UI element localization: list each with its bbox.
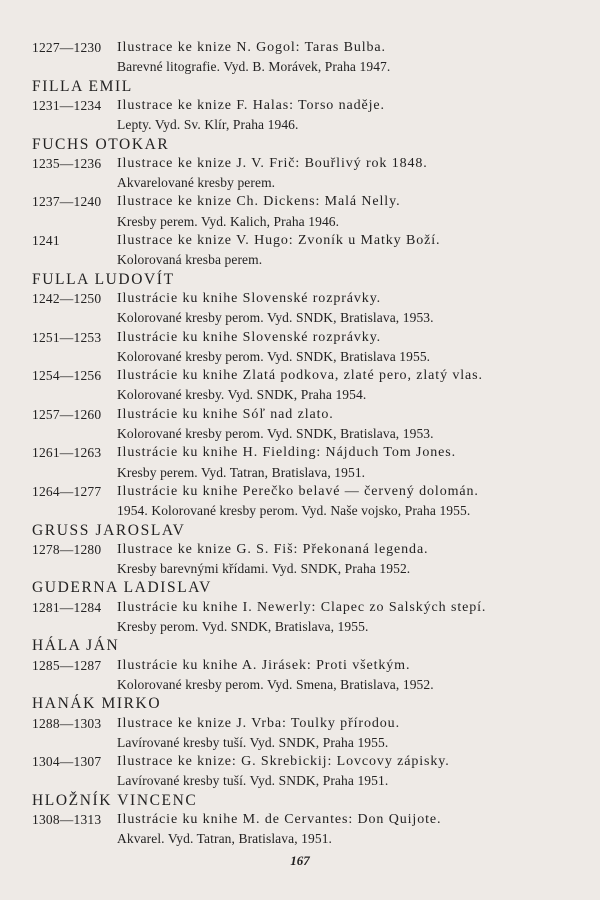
entry-description: Kolorované kresby perom. Vyd. SNDK, Bratislava 1955.	[117, 348, 431, 364]
entry-description: Lepty. Vyd. Sv. Klír, Praha 1946.	[117, 117, 299, 133]
entry-description: Kolorovaná kresba perem.	[117, 252, 263, 268]
entry-description: Kresby barevnými křídami. Vyd. SNDK, Praha 1952.	[117, 561, 411, 577]
entry-number: 1281—1284	[32, 599, 102, 615]
entry-description: Kolorované kresby perom. Vyd. SNDK, Bratislava, 1953.	[117, 426, 434, 441]
entry-description: Lavírované kresby tuší. Vyd. SNDK, Praha 1951.	[117, 773, 389, 789]
entry-title: Ilustrace ke knize F. Halas: Torso naděje.	[117, 97, 385, 113]
entry-description: Akvarel. Vyd. Tatran, Bratislava, 1951.	[117, 831, 333, 847]
entry-description: Kresby perom. Vyd. SNDK, Bratislava, 1955.	[117, 619, 369, 634]
entry-title: Ilustrácie ku knihe Perečko belavé — červený dolomán.	[117, 483, 479, 499]
entry-number: 1285—1287	[32, 657, 102, 673]
entry-title: Ilustrace ke knize N. Gogol: Taras Bulba.	[117, 40, 386, 55]
entry-number: 1278—1280	[32, 541, 102, 557]
entry-title: Ilustrácie ku knihe Slovenské rozprávky.	[117, 329, 382, 345]
entry-title: Ilustrace ke knize V. Hugo: Zvoník u Matky Boží.	[117, 233, 441, 248]
entry-title: Ilustrácie ku knihe A. Jirásek: Proti všetkým.	[117, 657, 411, 673]
artist-heading: HANÁK MIRKO	[32, 695, 162, 713]
entry-title: Ilustrácie ku knihe M. de Cervantes: Don Quijote.	[117, 812, 442, 827]
entry-title: Ilustrácie ku knihe I. Newerly: Clapec zo Salských stepí.	[117, 599, 487, 615]
entry-number: 1237—1240	[32, 194, 102, 210]
entry-number: 1242—1250	[32, 290, 102, 306]
entry-title: Ilustrace ke knize: G. Skrebickij: Lovcovy zápisky.	[117, 754, 450, 770]
entry-number: 1235—1236	[32, 155, 102, 171]
entry-title: Ilustrace ke knize G. S. Fiš: Překonaná legenda.	[117, 541, 429, 557]
entry-title: Ilustrácie ku knihe Sóľ nad zlato.	[117, 406, 334, 422]
entry-description: Lavírované kresby tuší. Vyd. SNDK, Praha 1955.	[117, 734, 389, 750]
entry-description: Kresby perem. Vyd. Tatran, Bratislava, 1951.	[117, 464, 366, 480]
entry-description: Akvarelované kresby perem.	[117, 175, 276, 191]
entry-description: Kresby perem. Vyd. Kalich, Praha 1946.	[117, 213, 340, 229]
artist-heading: GRUSS JAROSLAV	[32, 521, 186, 539]
entry-number: 1254—1256	[32, 368, 102, 384]
entry-description: Kolorované kresby perom. Vyd. Smena, Bratislava, 1952.	[117, 676, 434, 692]
entry-description: Barevné litografie. Vyd. B. Morávek, Praha 1947.	[117, 59, 391, 75]
artist-heading: HLOŽNÍK VINCENC	[32, 791, 198, 809]
entry-number: 1227—1230	[32, 40, 102, 55]
artist-heading: FUCHS OTOKAR	[32, 135, 170, 153]
artist-heading: HÁLA JÁN	[32, 637, 120, 655]
entry-title: Ilustrace ke knize J. V. Frič: Bouřlivý rok 1848.	[117, 155, 428, 171]
entry-number: 1251—1253	[32, 329, 102, 345]
artist-heading: FULLA LUDOVÍT	[32, 270, 175, 288]
entry-number: 1261—1263	[32, 445, 102, 461]
entry-number: 1241	[32, 233, 60, 248]
artist-heading: FILLA EMIL	[32, 77, 133, 95]
entry-description: Kolorované kresby. Vyd. SNDK, Praha 1954.	[117, 387, 367, 403]
entry-number: 1257—1260	[32, 406, 102, 422]
entry-number: 1308—1313	[32, 812, 102, 827]
entry-title: Ilustrácie ku knihe H. Fielding: Nájduch Tom Jones.	[117, 445, 457, 461]
entry-title: Ilustrace ke knize Ch. Dickens: Malá Nelly.	[117, 194, 401, 210]
page-number: 167	[290, 853, 310, 868]
entry-description: 1954. Kolorované kresby perom. Vyd. Naše vojsko, Praha 1955.	[117, 503, 471, 519]
entry-description: Kolorované kresby perom. Vyd. SNDK, Bratislava, 1953.	[117, 310, 434, 326]
entry-title: Ilustrácie ku knihe Slovenské rozprávky.	[117, 290, 382, 306]
entry-number: 1304—1307	[32, 754, 102, 770]
entry-title: Ilustrace ke knize J. Vrba: Toulky přírodou.	[117, 715, 400, 731]
entry-number: 1231—1234	[32, 97, 102, 113]
artist-heading: GUDERNA LADISLAV	[32, 579, 212, 597]
entry-title: Ilustrácie ku knihe Zlatá podkova, zlaté pero, zlatý vlas.	[117, 368, 483, 384]
entry-number: 1288—1303	[32, 715, 102, 731]
entry-number: 1264—1277	[32, 483, 102, 499]
